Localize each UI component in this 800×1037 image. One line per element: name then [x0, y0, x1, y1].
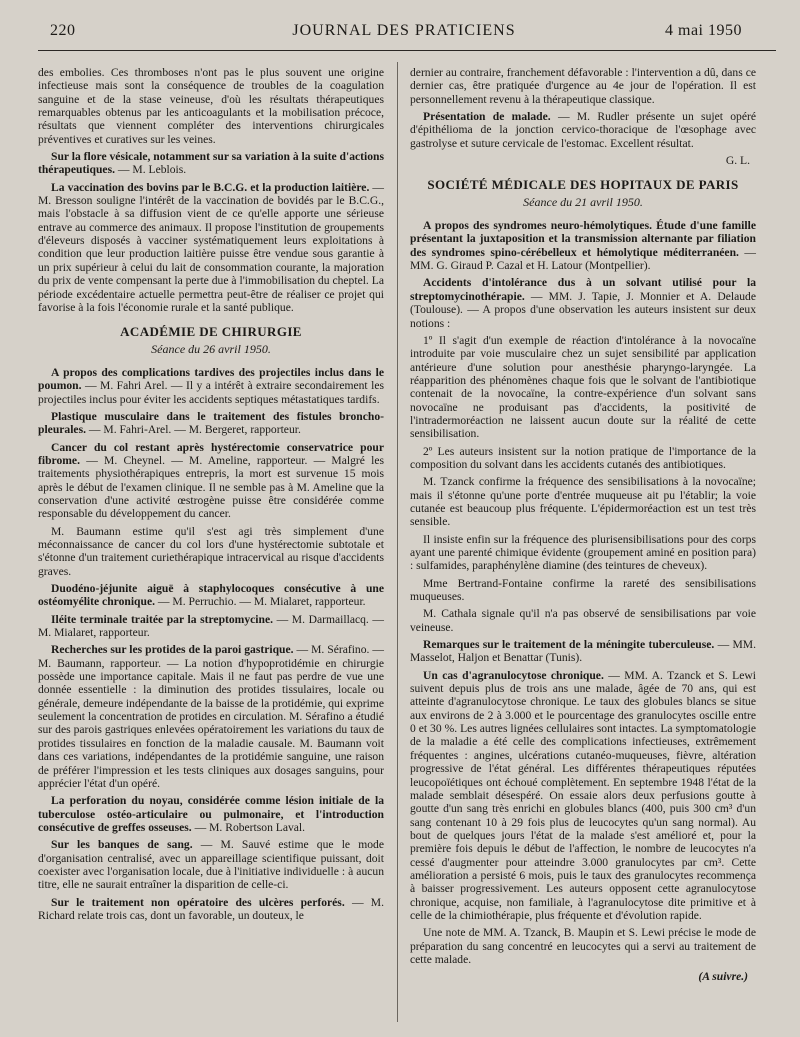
paragraph: Il insiste enfin sur la fréquence des plurisensibilisations pour des corps ayant une parenté chimique évidente (groupement aminé en position para) : sulfamides, paraphénylène diamine (des teintures de cheveux). [410, 532, 756, 573]
paragraph: des embolies. Ces thromboses n'ont pas le plus souvent une origine infectieuse mais sont la conséquence de troubles de la coagulation sanguine et de la stase veineuse, d'où les résultats thérapeutiques remarquables obtenus par les anticoagulants et la mobilisation précoce, résultats que viennent compléter des interventions chirurgicales préventives et curatives sur les veines. [38, 66, 384, 146]
item-body: — MM. G. Giraud P. Cazal et H. Latour (Montpellier). [410, 245, 756, 273]
item-body: — MM. Masselot, Haljon et Benattar (Tunis). [410, 638, 756, 665]
page-header [38, 22, 770, 48]
item-title: Remarques sur le traitement de la méningite tuberculeuse. [423, 638, 715, 652]
paragraph [38, 896, 384, 923]
item-body: — M. Cheynel. — M. Ameline, rapporteur. — Malgré les traitements physiothérapiques entrepris, la mort est survenue 15 mois après le début de l'examen clinique. Il ne semble pas à M. Ameline que la conservation d'une activité œstrogène puisse être considérée comme responsable du développement du cancer. [38, 453, 384, 521]
paragraph [38, 838, 384, 891]
paragraph [410, 638, 756, 665]
item-body: — M. Leblois. [117, 163, 187, 177]
paragraph: 2º Les auteurs insistent sur la notion pratique de l'importance de la composition du solvant dans les accidents cutanés des antibiotiques. [410, 444, 756, 471]
paragraph: Mme Bertrand-Fontaine confirme la rareté des sensibilisations muqueuses. [410, 576, 756, 604]
issue-date: 4 mai 1950 [665, 22, 742, 39]
item-body: — M. Sérafino. — M. Baumann, rapporteur. — La notion d'hypoprotidémie en chirurgie possède une importance capitale. Mais il ne faut pas perdre de vue une donnée essentielle : la diminution des protides tissulaires, locale ou générale, demeure indépendante de la baisse de la protidémie, qui exprime seulement la concentration de protides en circulation. M. Sérafino a étudié sur des parois gastriques enlevées opératoirement les variations du taux de protides tissulaires en fonction de la maladie causale. M. Baumann voit dans ces variations, indépendantes de la protidémie sanguine, une raison de préférer l'impression et les tests cliniques aux dosages sanguins, pour apprécier l'état d'un opéré. [38, 643, 384, 790]
item-body: — M. Fahri Arel. — Il y a intérêt à extraire secondairement les projectiles inclus pour éviter les accidents septiques métastatiques tardifs. [38, 379, 384, 406]
paragraph [38, 410, 384, 437]
paragraph [38, 181, 384, 314]
paragraph [38, 441, 384, 521]
paragraph [38, 613, 384, 640]
item-body: — MM. A. Tzanck et S. Lewi suivent depuis plus de trois ans une malade, âgée de 70 ans, qui est atteinte d'agranulocytose chronique. Le taux des globules blancs se situe aux environs de 2 à 3.000 et le pourcentage des granulocytes oscille entre 0 et 30 %. Les autres lignées cellulaires sont intactes. La symptomatologie de la maladie a été celle des complications infectieuses, extrêmement fréquentes : angines, ulcérations cutanéo-muqueuses, fièvre, altération progressive de l'état général. Les différentes thérapeutiques réputées leucopoïétiques ont échoué complètement. En septembre 1948 l'état de la malade semblait désespéré. On essaie alors deux perfusions goutte à goutte d'un sang très enrichi en globules blancs (400, puis 300 cm³ d'un sang contenant 10 à 29 fois plus de leucocytes qu'un sang normal). Au bout de quelques jours l'état de la malade s'est amélioré et, pour la première fois depuis le début de l'affection, le nombre de leucocytes n'a cessé d'augmenter pour atteindre 3.000 granulocytes par cm³. Cette amélioration a persisté 6 mois, puis le taux des granulocytes recommença à baisser progressivement. Les auteurs opposent cette agranulocytose chronique, acquise, non familiale, à l'agranulocytose dite primitive et à celle de la chimiothérapie, plus fréquente et d'évolution rapide. [410, 668, 756, 922]
item-body: — M. Darmaillacq. — M. Mialaret, rapporteur. [38, 612, 384, 640]
section-title: ACADÉMIE DE CHIRURGIE [120, 324, 302, 340]
item-title: Sur les banques de sang. [51, 838, 193, 852]
paragraph [410, 219, 756, 272]
item-body: — MM. J. Tapie, J. Monnier et A. Delaude (Toulouse). — A propos d'une observation les auteurs insistent sur deux notions : [410, 289, 756, 330]
paragraph [410, 110, 756, 150]
item-title: Un cas d'agranulocytose chronique. [423, 668, 604, 682]
paragraph [38, 643, 384, 790]
paragraph: M. Tzanck confirme la fréquence des sensibilisations à la novocaïne; mais il s'étonne qu'une porte d'entrée muqueuse ait pu l'établir; la voie cutanée est beaucoup plus fréquente. L'épidermoréaction est un test très sensible. [410, 475, 756, 529]
section-date: Séance du 21 avril 1950. [523, 194, 643, 209]
item-title: Présentation de malade. [423, 110, 551, 124]
item-body: — M. Fahri-Arel. — M. Bergeret, rapporteur. [88, 423, 301, 437]
paragraph: M. Cathala signale qu'il n'a pas observé de sensibilisations par voie veineuse. [410, 607, 756, 634]
item-title: Sur la flore vésicale, notamment sur sa variation à la suite d'actions thérapeutiques. [38, 150, 384, 177]
section-date: Séance du 26 avril 1950. [151, 341, 271, 356]
item-title: Sur le traitement non opératoire des ulcères perforés. [51, 895, 345, 909]
paragraph: 1º Il s'agit d'un exemple de réaction d'intolérance à la novocaïne introduite par voie musculaire chez un sujet sensibilité par application antérieure d'une solution pour anesthésie pharyngo-laryngée. La réapparition des phénomènes chaque fois que le solvant de l'antibiotique contenait de la novocaïne, la contre-expérience d'un solvant sans novocaïne ne produisant pas d'accidents, la positivité de l'intradermoréaction ne laissent aucun doute sur la réalité de cette sensibilisation. [410, 333, 756, 441]
item-body: — M. Richard relate trois cas, dont un favorable, un douteux, le [38, 895, 384, 922]
item-title: Recherches sur les protides de la paroi gastrique. [51, 643, 294, 657]
paragraph: dernier au contraire, franchement défavorable : l'intervention a dû, dans ce dernier cas, être pratiquée d'urgence au 4e jour de l'opération. Il est personnellement revenu à la thérapeutique classique. [410, 66, 756, 106]
item-title: La vaccination des bovins par le B.C.G. et la production laitière. [51, 180, 370, 194]
paragraph: Une note de MM. A. Tzanck, B. Maupin et S. Lewi précise le mode de préparation du sang concentré en leucocytes qui a servi au traitement de cette malade. [410, 926, 756, 966]
item-title: Duodéno-jéjunite aiguë à staphylocoques consécutive à une ostéomyélite chronique. [38, 582, 384, 609]
left-column [38, 66, 384, 926]
item-body: — M. Robertson Laval. [194, 820, 306, 834]
journal-title: JOURNAL DES PRATICIENS [292, 22, 516, 39]
paragraph [38, 582, 384, 609]
item-body: — M. Rudler présente un sujet opéré d'épithélioma de la jonction cervico-thoracique de l'œsophage avec gastrolyse et suture cervicale de l'estomac. Excellent résultat. [410, 110, 756, 150]
item-title: A propos des complications tardives des projectiles inclus dans le poumon. [38, 365, 384, 393]
header-rule [38, 50, 776, 51]
author-signature: G. L. [725, 154, 750, 168]
paragraph [38, 366, 384, 406]
item-title: A propos des syndromes neuro-hémolytiques. Étude d'une famille présentant la juxtaposition et la transmission alternante par filiation des syndromes spino-cérébelleux et hémolytique méditerranéen. [410, 219, 756, 259]
paragraph: M. Baumann estime qu'il s'est agi très simplement d'une méconnaissance de cancer du col lors d'une hystérectomie subtotale et s'étonne d'un traitement curiethérapique intracervical au risque d'accidents graves. [38, 524, 384, 578]
paragraph [38, 150, 384, 177]
item-title: Plastique musculaire dans le traitement des fistules broncho-pleurales. [38, 409, 384, 437]
paragraph [38, 794, 384, 834]
item-body: — M. Sauvé estime que le mode d'organisation centralisé, avec un appareillage scientifique puissant, doit coexister avec l'organisation locale, due à l'initiative individuelle : à aucun titre, elle ne saurait entraîner la disparition de celle-ci. [38, 838, 384, 892]
item-title: La perforation du noyau, considérée comme lésion initiale de la tuberculose ostéo-articulaire ou pulmonaire, et l'introduction consécutive de greffes osseuses. [38, 794, 384, 834]
right-column [410, 66, 756, 984]
paragraph [410, 669, 756, 923]
item-title: Cancer du col restant après hystérectomie conservatrice pour fibrome. [38, 440, 384, 467]
item-title: Accidents d'intolérance dus à un solvant utilisé pour la streptomycinothérapie. [410, 276, 756, 303]
to-be-continued: (A suivre.) [698, 970, 748, 984]
page-number: 220 [50, 22, 76, 39]
item-body: — M. Perruchio. — M. Mialaret, rapporteur. [157, 595, 366, 609]
paragraph [410, 276, 756, 329]
column-divider [397, 62, 398, 1022]
item-title: Iléite terminale traitée par la streptomycine. [51, 612, 273, 626]
item-body: — M. Bresson souligne l'intérêt de la vaccination de bovidés par le B.C.G., mais l'obstacle à sa diffusion vient de ce qu'elle apporte une sérieuse entrave au commerce des animaux. Il propose l'institution de groupements d'éleveurs disposés à vacciner systématiquement leurs exploitations à condition que leur production laitière puisse être vendue sous garantie à un prix supérieur à celui du lait de consommation courante, la majoration du prix de vente compensant la perte due à l'immobilisation du cheptel. La période excédentaire actuelle permettra peut-être de réaliser ce projet qui favorise à la fois l'économie rurale et la santé publique. [38, 180, 384, 314]
section-title: SOCIÉTÉ MÉDICALE DES HOPITAUX DE PARIS [427, 177, 739, 193]
